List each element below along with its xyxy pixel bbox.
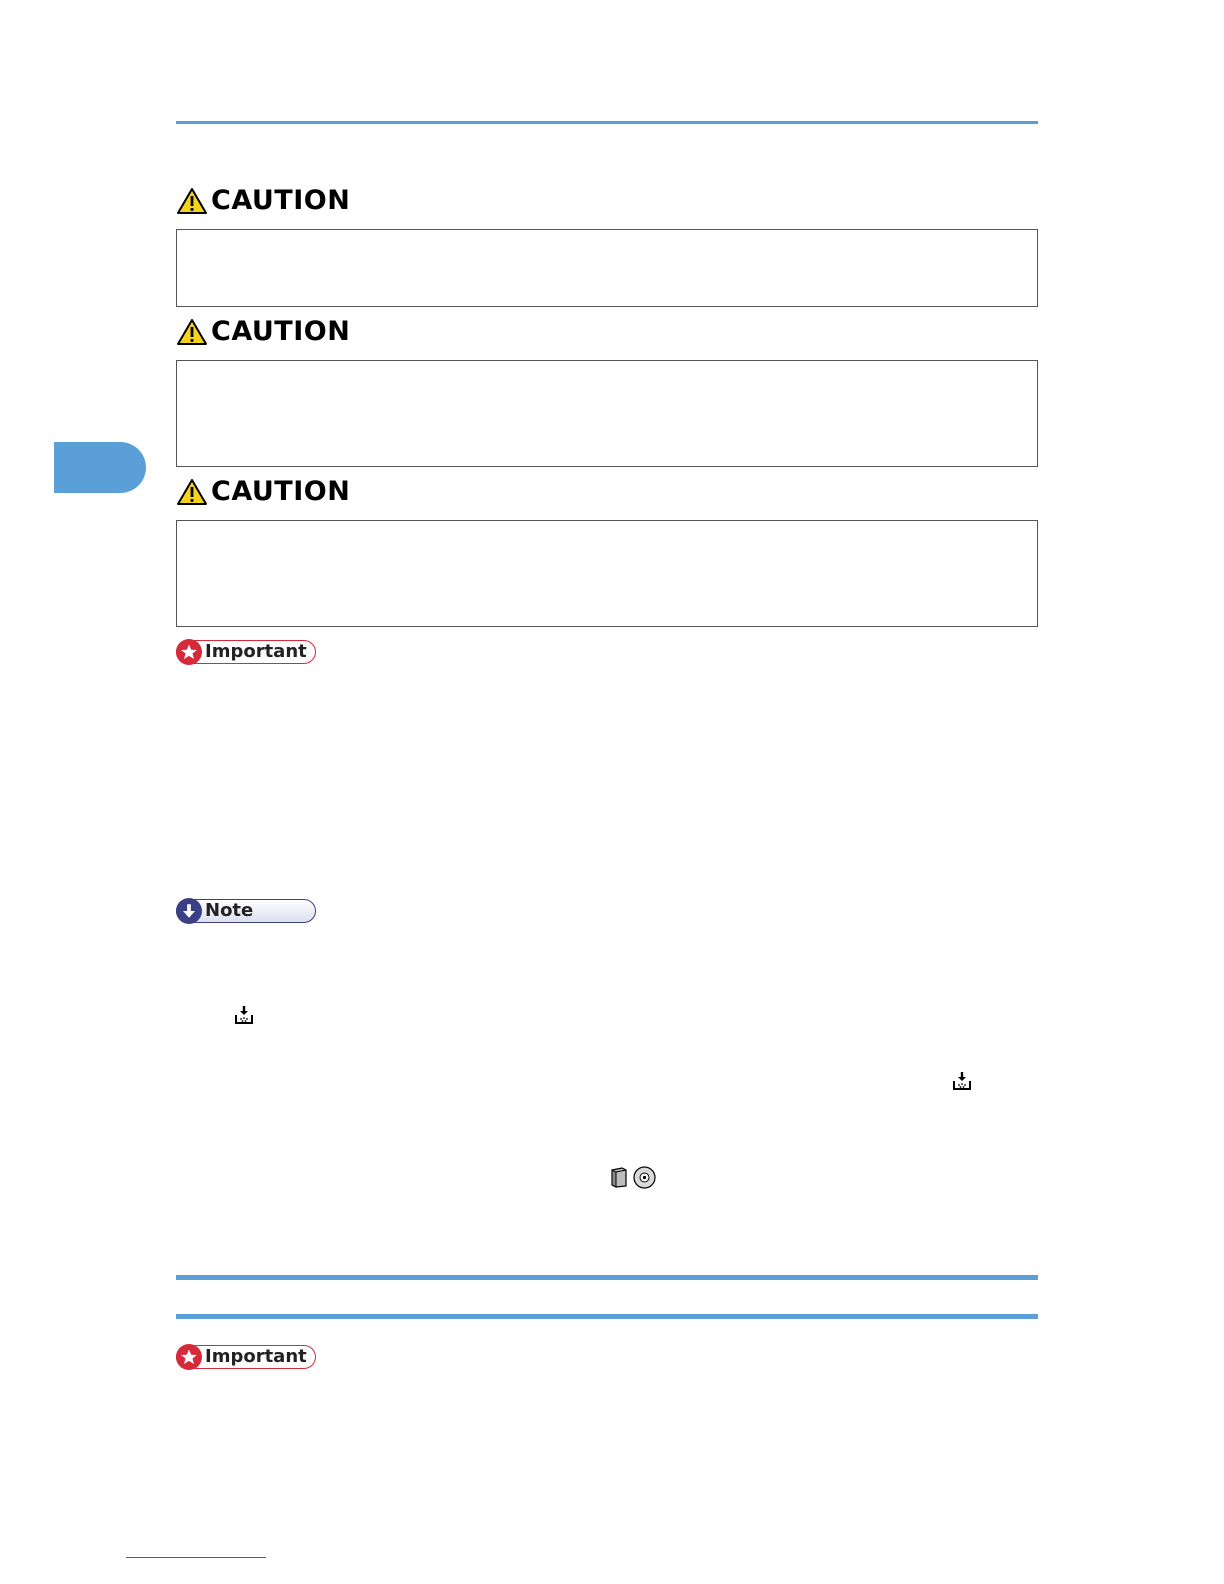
important-label-1: [176, 640, 316, 664]
caution-label: CAUTION: [211, 476, 351, 507]
caution-heading-3: [176, 477, 350, 507]
paper-tray-icon: [234, 1005, 254, 1030]
important-text: Important: [205, 641, 307, 662]
caution-heading-2: [176, 317, 350, 347]
note-label: [176, 899, 316, 923]
chapter-tab: [54, 442, 146, 493]
warning-triangle-icon: [176, 187, 208, 215]
caution-label: CAUTION: [211, 185, 351, 216]
section-rule-top: [176, 1275, 1038, 1280]
caution-box-1: [176, 229, 1038, 307]
footer-link-underline[interactable]: [126, 1557, 266, 1558]
note-text: Note: [205, 900, 254, 921]
book-icon: [608, 1166, 630, 1193]
caution-heading-1: [176, 186, 350, 216]
warning-triangle-icon: [176, 318, 208, 346]
caution-label: CAUTION: [211, 316, 351, 347]
warning-triangle-icon: [176, 478, 208, 506]
star-icon: [176, 1344, 202, 1370]
star-icon: [176, 639, 202, 665]
important-label-2: [176, 1345, 316, 1369]
caution-box-3: [176, 520, 1038, 627]
paper-tray-icon: [952, 1071, 972, 1096]
section-rule-bottom: [176, 1314, 1038, 1319]
cd-icon: [633, 1166, 656, 1194]
caution-box-2: [176, 360, 1038, 467]
down-arrow-icon: [176, 898, 202, 924]
important-text: Important: [205, 1346, 307, 1367]
header-rule: [176, 121, 1038, 124]
